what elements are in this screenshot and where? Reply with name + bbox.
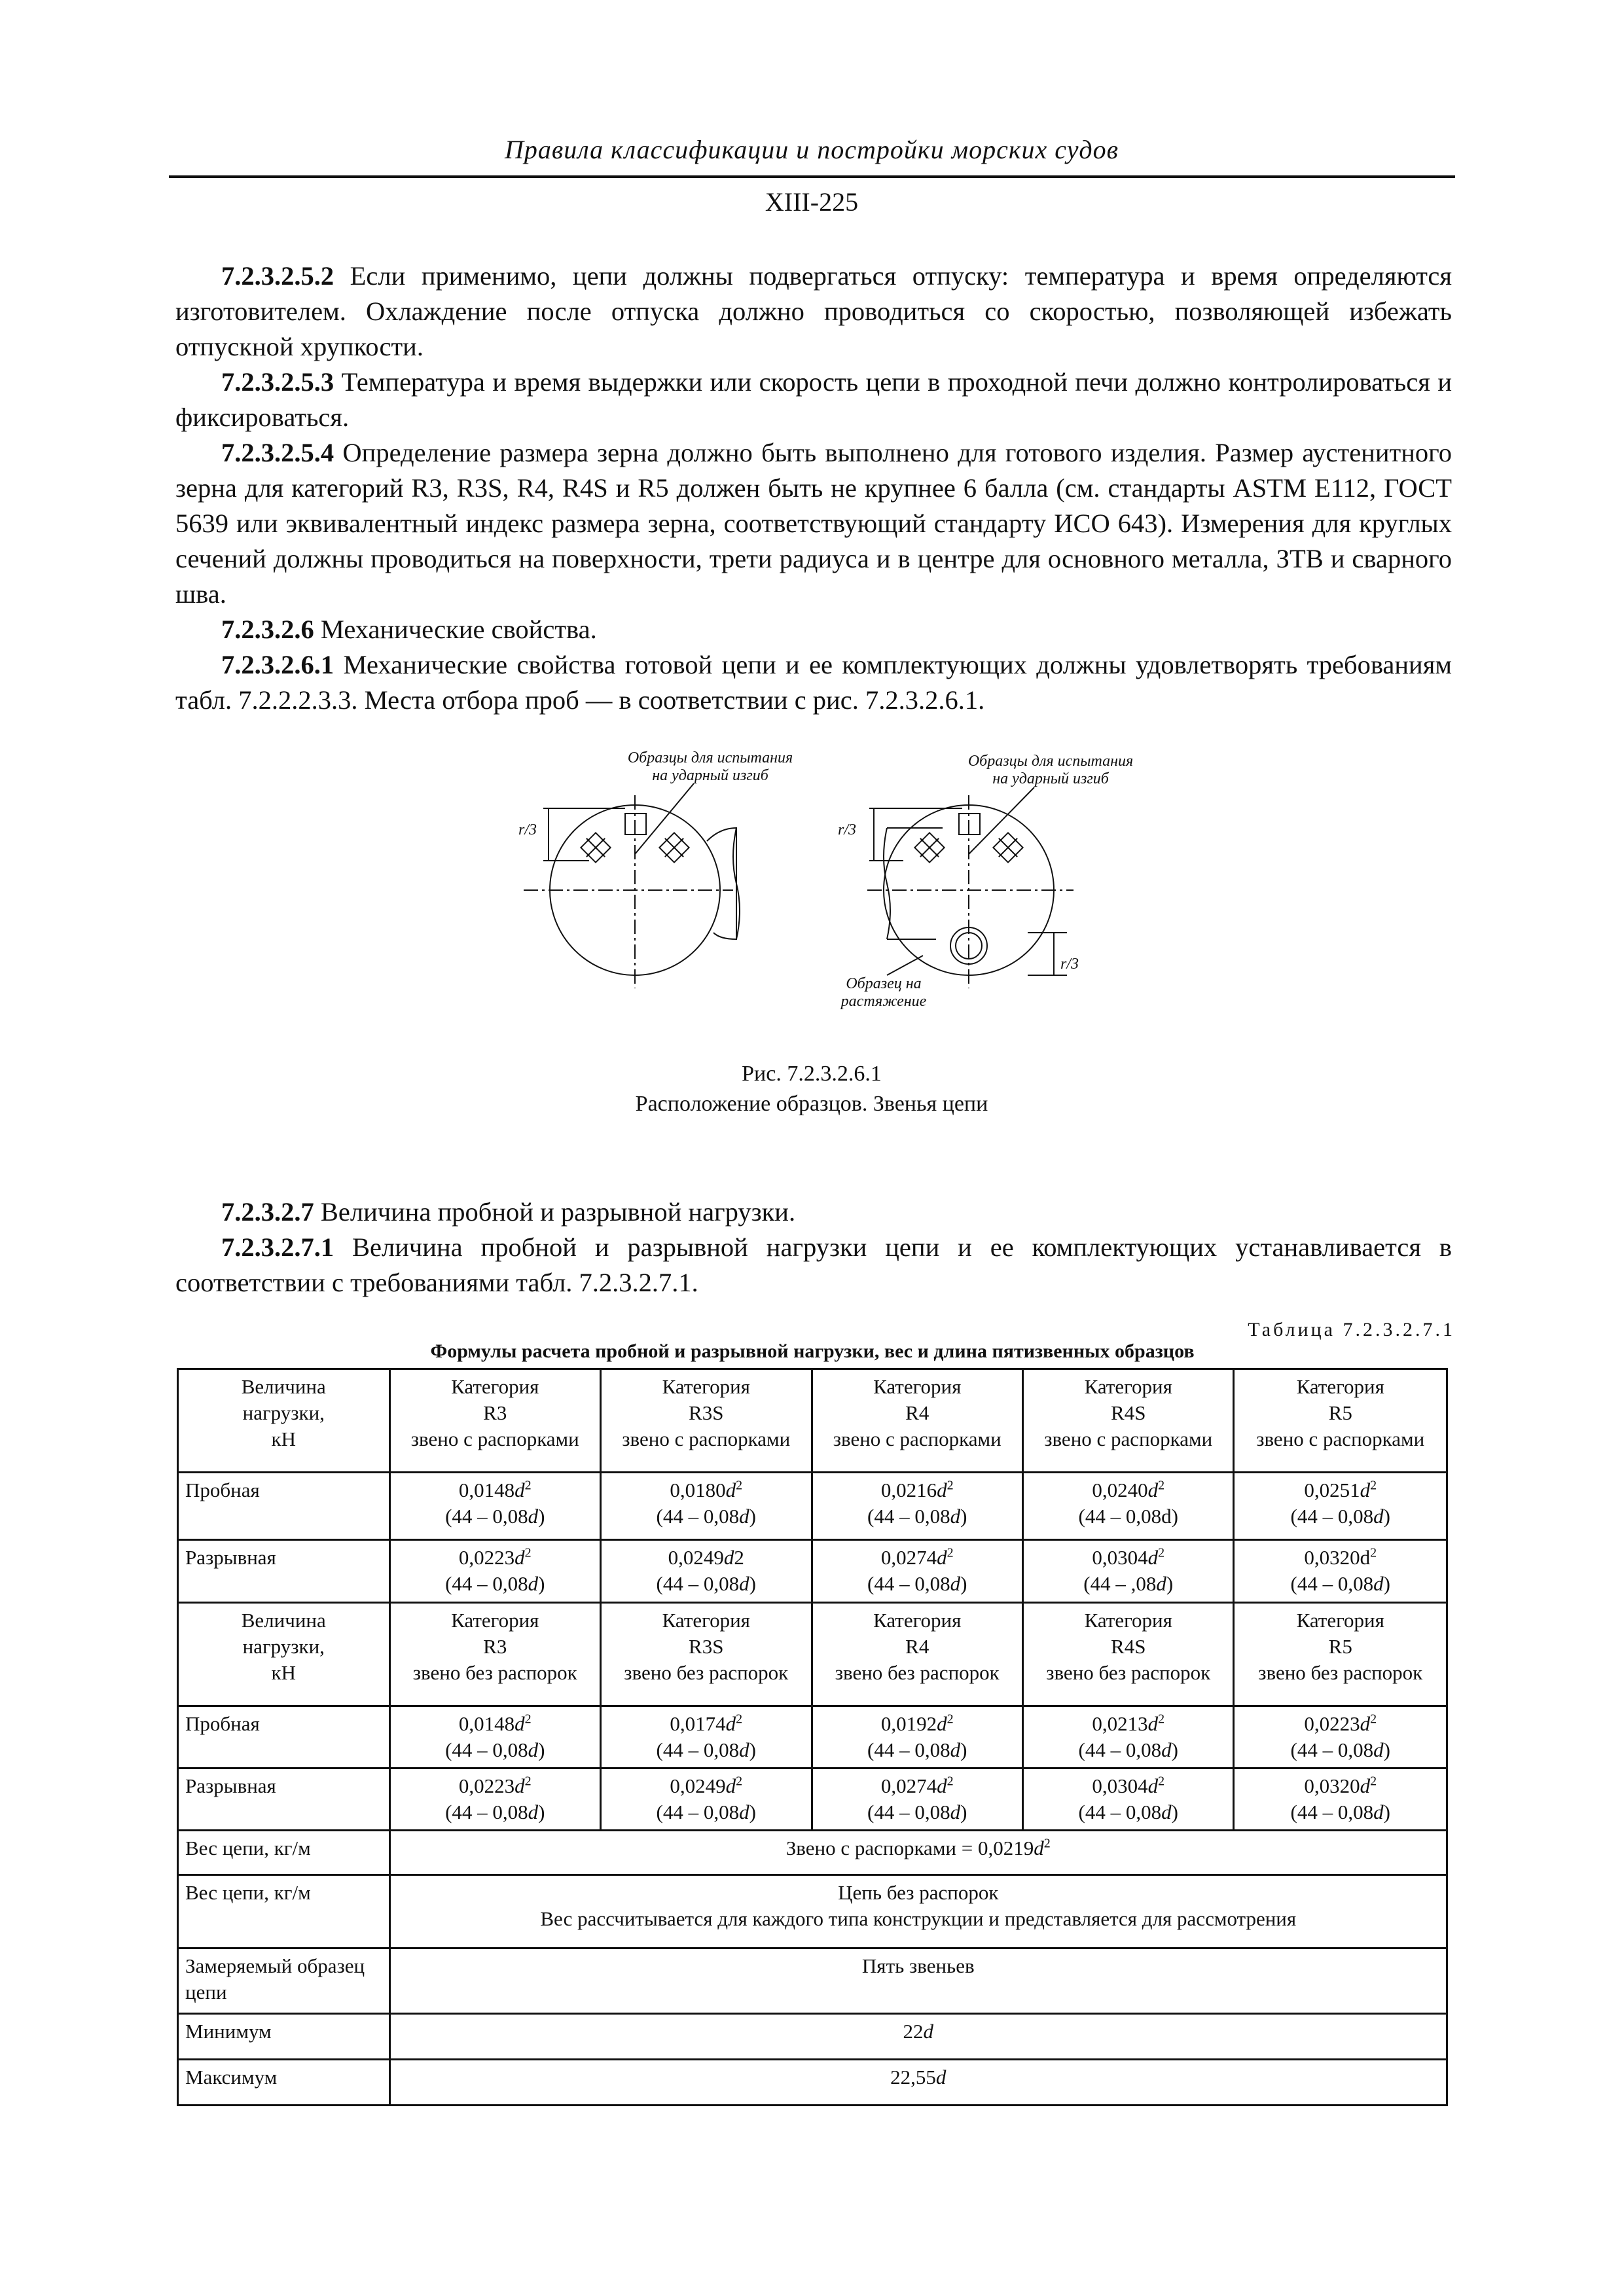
- row-label: Вес цепи, кг/м: [178, 1875, 390, 1948]
- paragraph-text: Механические свойства готовой цепи и ее комплектующих должны удовлетворять требованиям табл. 7.2.2.2.3.3. Места отбора проб — в соответствии с рис. 7.2.3.2.6.1.: [175, 650, 1452, 715]
- r3-label-left: r/3: [518, 821, 537, 838]
- tensile-label-1: Образец на: [846, 975, 922, 992]
- paragraph: [175, 647, 1452, 718]
- table-cell: $0,0274d^2$ (44 – 0,08d): [812, 1768, 1022, 1831]
- paragraph-number: 7.2.3.2.7.1: [221, 1232, 334, 1262]
- paragraph: [175, 365, 1452, 435]
- table-cell: $0,0249d^2$ (44 – 0,08d): [601, 1768, 812, 1831]
- document-header-title: Правила классификации и постройки морских судов: [504, 135, 1119, 164]
- table-cell: $0,0274d^2$ (44 – 0,08d): [812, 1540, 1022, 1603]
- row-label: Замеряемый образец цепи: [178, 1948, 390, 2014]
- row-label: Пробная: [178, 1706, 390, 1768]
- paragraph-text: Механические свойства.: [314, 615, 597, 644]
- header-cell: Категория R3S звено с распорками: [601, 1369, 812, 1473]
- table-cell: $0,0223d^2$ (44 – 0,08d): [389, 1768, 600, 1831]
- table-cell: Пять звеньев: [389, 1948, 1447, 2014]
- header-cell: Категория R4S звено с распорками: [1022, 1369, 1233, 1473]
- header-cell: Категория R3 звено с распорками: [389, 1369, 600, 1473]
- table-cell: $0,0174d^2$ (44 – 0,08d): [601, 1706, 812, 1768]
- paragraph: [175, 1230, 1452, 1300]
- table-row: [178, 1768, 1447, 1831]
- paragraph-number: 7.2.3.2.5.3: [221, 367, 334, 397]
- header-rule: [169, 175, 1455, 178]
- row-label: Разрывная: [178, 1540, 390, 1603]
- table-cell: $0,0320d^2$ (44 – 0,08d): [1234, 1540, 1447, 1603]
- table-cell: $0,0251d^2$ (44 – 0,08d): [1234, 1473, 1447, 1540]
- header-cell: Категория R4 звено с распорками: [812, 1369, 1022, 1473]
- table-cell: $0,0180d^2$ (44 – 0,08d): [601, 1473, 812, 1540]
- row-label: Пробная: [178, 1473, 390, 1540]
- table-label: Таблица 7.2.3.2.7.1: [1248, 1319, 1455, 1340]
- row-label: Вес цепи, кг/м: [178, 1831, 390, 1875]
- header-cell: Категория R5 звено без распорок: [1234, 1603, 1447, 1706]
- paragraph-text: Температура и время выдержки или скорость цепи в проходной печи должно контролироваться и фиксироваться.: [175, 367, 1452, 432]
- table-cell: 22,55d: [389, 2060, 1447, 2106]
- header-cell: Величина нагрузки, кН: [178, 1369, 390, 1473]
- row-label: Максимум: [178, 2060, 390, 2106]
- table-row: [178, 2014, 1447, 2060]
- table-row: [178, 1706, 1447, 1768]
- paragraph: [175, 435, 1452, 612]
- table-cell: $0,0304d^2$ (44 – ,08d): [1022, 1540, 1233, 1603]
- impact-label-left-1: Образцы для испытания: [627, 749, 793, 766]
- header-cell: Категория R5 звено с распорками: [1234, 1369, 1447, 1473]
- table-cell: Звено с распорками = $0,0219d^2$: [389, 1831, 1447, 1875]
- paragraph-text: Величина пробной и разрывной нагрузки цепи и ее комплектующих устанавливается в соответствии с требованиями табл. 7.2.3.2.7.1.: [175, 1232, 1452, 1297]
- paragraph-text: Если применимо, цепи должны подвергаться отпуску: температура и время определяются изготовителем. Охлаждение после отпуска должно проводиться со скоростью, позволяющей избежать отпускной хрупкости.: [175, 261, 1452, 361]
- table-cell: $0,0240d^2$ (44 – 0,08d): [1022, 1473, 1233, 1540]
- paragraph-number: 7.2.3.2.5.2: [221, 261, 334, 291]
- paragraph-number: 7.2.3.2.5.4: [221, 438, 334, 467]
- table-header-row: [178, 1369, 1447, 1473]
- table-cell: Цепь без распорок Вес рассчитывается для каждого типа конструкции и представляется для рассмотрения: [389, 1875, 1447, 1948]
- header-cell: Категория R4 звено без распорок: [812, 1603, 1022, 1706]
- table-cell: $0,0320d^2$ (44 – 0,08d): [1234, 1768, 1447, 1831]
- table-cell: $0,0223d^2$ (44 – 0,08d): [1234, 1706, 1447, 1768]
- table-cell: 0,0249d2 (44 – 0,08d): [601, 1540, 812, 1603]
- figure-caption-title: Расположение образцов. Звенья цепи: [635, 1092, 988, 1116]
- table-row: [178, 1540, 1447, 1603]
- chain-link-figure: [511, 743, 1165, 1018]
- paragraph-text: Величина пробной и разрывной нагрузки.: [314, 1197, 796, 1227]
- header-cell: Категория R3S звено без распорок: [601, 1603, 812, 1706]
- tensile-label-2: растяжение: [840, 993, 927, 1010]
- load-formulas-table: [177, 1368, 1448, 2106]
- paragraph: [175, 1194, 1452, 1230]
- page-number: XIII-225: [765, 187, 859, 217]
- table-cell: $0,0148d^2$ (44 – 0,08d): [389, 1473, 600, 1540]
- r3-label-mid: r/3: [838, 821, 857, 838]
- table-cell: $0,0148d^2$ (44 – 0,08d): [389, 1706, 600, 1768]
- paragraph-number: 7.2.3.2.7: [221, 1197, 314, 1227]
- row-label: Разрывная: [178, 1768, 390, 1831]
- table-cell: $0,0223d^2$ (44 – 0,08d): [389, 1540, 600, 1603]
- table-row: [178, 1875, 1447, 1948]
- impact-label-left-2: на ударный изгиб: [652, 767, 768, 784]
- table-title: Формулы расчета пробной и разрывной нагрузки, вес и длина пятизвенных образцов: [430, 1340, 1195, 1362]
- figure-caption-number: Рис. 7.2.3.2.6.1: [742, 1062, 882, 1086]
- table-cell: 22d: [389, 2014, 1447, 2060]
- paragraph-number: 7.2.3.2.6: [221, 615, 314, 644]
- impact-label-right-2: на ударный изгиб: [992, 770, 1109, 787]
- paragraph-text: Определение размера зерна должно быть выполнено для готового изделия. Размер аустенитного зерна для категорий R3, R3S, R4, R4S и R5 должен быть не крупнее 6 балла (см. стандарты ASTM E112, ГОСТ 5639 или эквивалентный индекс размера зерна, соответствующий стандарту ИСО 643). Измерения для круглых сечений должны проводиться на поверхности, трети радиуса и в центре для основного металла, ЗТВ и сварного шва.: [175, 438, 1452, 609]
- table-cell: $0,0216d^2$ (44 – 0,08d): [812, 1473, 1022, 1540]
- text-section-1: [175, 259, 1452, 718]
- header-cell: Категория R4S звено без распорок: [1022, 1603, 1233, 1706]
- table-row: [178, 2060, 1447, 2106]
- row-label: Минимум: [178, 2014, 390, 2060]
- table-header-row: [178, 1603, 1447, 1706]
- table-cell: $0,0304d^2$ (44 – 0,08d): [1022, 1768, 1233, 1831]
- r3-label-right: r/3: [1060, 956, 1079, 973]
- table-row: [178, 1831, 1447, 1875]
- paragraph-number: 7.2.3.2.6.1: [221, 650, 334, 679]
- table-cell: $0,0192d^2$ (44 – 0,08d): [812, 1706, 1022, 1768]
- paragraph: [175, 259, 1452, 365]
- impact-label-right-1: Образцы для испытания: [967, 753, 1134, 770]
- table-cell: $0,0213d^2$ (44 – 0,08d): [1022, 1706, 1233, 1768]
- paragraph: [175, 612, 1452, 647]
- header-cell: Категория R3 звено без распорок: [389, 1603, 600, 1706]
- text-section-2: [175, 1194, 1452, 1300]
- header-cell: Величина нагрузки, кН: [178, 1603, 390, 1706]
- table-row: [178, 1948, 1447, 2014]
- table-row: [178, 1473, 1447, 1540]
